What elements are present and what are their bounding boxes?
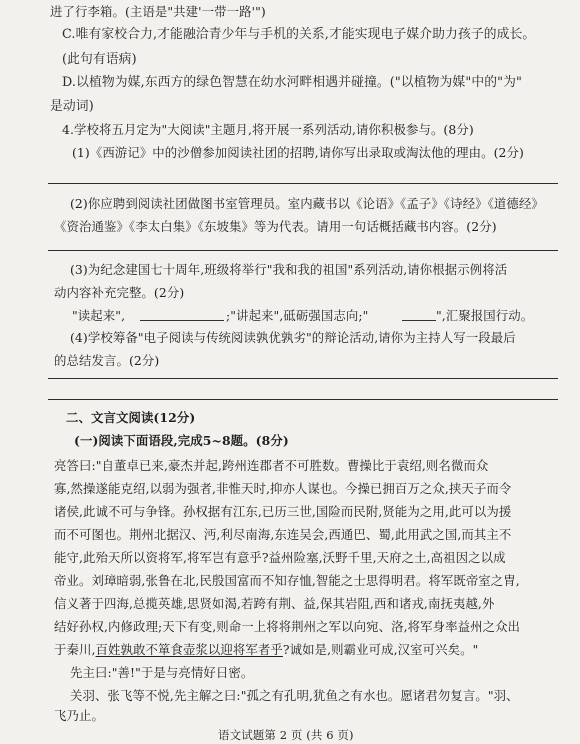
- answer-line: [48, 378, 558, 379]
- passage-line: 而不可图也。荆州北据汉、沔,利尽南海,东连吴会,西通巴、蜀,此用武之国,而其主不: [54, 527, 512, 542]
- question-4-3: (3)为纪念建国七十周年,班级将举行"我和我的祖国"系列活动,请你根据示例将活: [70, 262, 508, 277]
- passage-line: 先主曰:"善!"于是与亮情好日密。: [70, 665, 254, 680]
- passage-line: 结好孙权,内修政理;天下有变,则命一上将将荆州之军以向宛、洛,将军身率益州之众出: [54, 619, 521, 634]
- passage-line: 能守,此殆天所以资将军,将军岂有意乎?益州险塞,沃野千里,天府之土,高祖因之以成: [54, 550, 506, 565]
- passage-line: [54, 642, 478, 658]
- question-4-3-cont: 动内容补充完整。(2分): [54, 285, 185, 300]
- question-4: 4.学校将五月定为"大阅读"主题月,将开展一系列活动,请你积极参与。(8分): [62, 122, 474, 137]
- fill-blank-2: [402, 320, 436, 321]
- passage-text: ?诚如是,则霸业可成,汉室可兴矣。": [282, 642, 479, 657]
- fill-blank-1: [140, 320, 224, 321]
- text-line: (此句有语病): [62, 52, 137, 67]
- answer-line: [48, 183, 558, 184]
- passage-line: 寡,然操遂能克绍,以弱为强者,非惟天时,抑亦人谋也。今操已拥百万之众,挟天子而令: [54, 481, 512, 496]
- passage-line: 帝业。刘璋暗弱,张鲁在北,民殷国富而不知存恤,智能之士思得明君。将军既帝室之胄,: [54, 573, 520, 588]
- question-4-2-cont: 《资治通鉴》《李太白集》《东坡集》等为代表。请用一句话概括藏书内容。(2分): [54, 219, 497, 234]
- page-footer: 语文试题第 2 页 (共 6 页): [218, 728, 354, 742]
- passage-line: 信义著于四海,总揽英雄,思贤如渴,若跨有荆、益,保其岩阻,西和诸戎,南抚夷越,外: [54, 596, 495, 611]
- passage-line: 关羽、张飞等不悦,先主解之曰:"孤之有孔明,犹鱼之有水也。愿诸君勿复言。"羽、: [70, 688, 519, 703]
- section-2-1-title: (一)阅读下面语段,完成5~8题。(8分): [74, 433, 289, 448]
- text-line: 是动词): [50, 99, 94, 114]
- passage-line: 诸侯,此诚不可与争锋。孙权据有江东,已历三世,国险而民附,贤能为之用,此可以为援: [54, 504, 512, 519]
- passage-line: 飞乃止。: [54, 708, 104, 723]
- text-line: 进了行李箱。(主语是"共建'一带一路'"): [50, 4, 266, 19]
- question-4-4-cont: 的总结发言。(2分): [54, 353, 160, 368]
- answer-line: [48, 250, 558, 251]
- fill-text-3: ",汇聚报国行动。: [436, 308, 534, 323]
- underlined-sentence: 百姓孰敢不箪食壶浆以迎将军者乎: [95, 642, 283, 657]
- question-4-1: (1)《西游记》中的沙僧参加阅读社团的招聘,请你写出录取或淘汰他的理由。(2分): [72, 145, 524, 160]
- fill-text-1: "读起来",: [72, 308, 126, 323]
- passage-line: 亮答曰:"自董卓已来,豪杰并起,跨州连郡者不可胜数。曹操比于袁绍,则名微而众: [54, 458, 489, 473]
- question-4-2: (2)你应聘到阅读社团做图书室管理员。室内藏书以《论语》《孟子》《诗经》《道德经》: [70, 196, 544, 211]
- text-line: C.唯有家校合力,才能融洽青少年与手机的关系,才能实现电子媒介助力孩子的成长。: [62, 27, 536, 42]
- text-line: D.以植物为媒,东西方的绿色智慧在幼水河畔相遇并碰撞。("以植物为媒"中的"为": [62, 75, 522, 90]
- section-2-title: 二、文言文阅读(12分): [66, 410, 196, 425]
- passage-text: 于秦川,: [54, 642, 96, 657]
- answer-line: [48, 399, 558, 400]
- fill-text-2: ;"讲起来",砥砺强国志向;": [226, 308, 369, 323]
- question-4-4: (4)学校筹备"电子阅读与传统阅读孰优孰劣"的辩论活动,请你为主持人写一段最后: [70, 330, 516, 345]
